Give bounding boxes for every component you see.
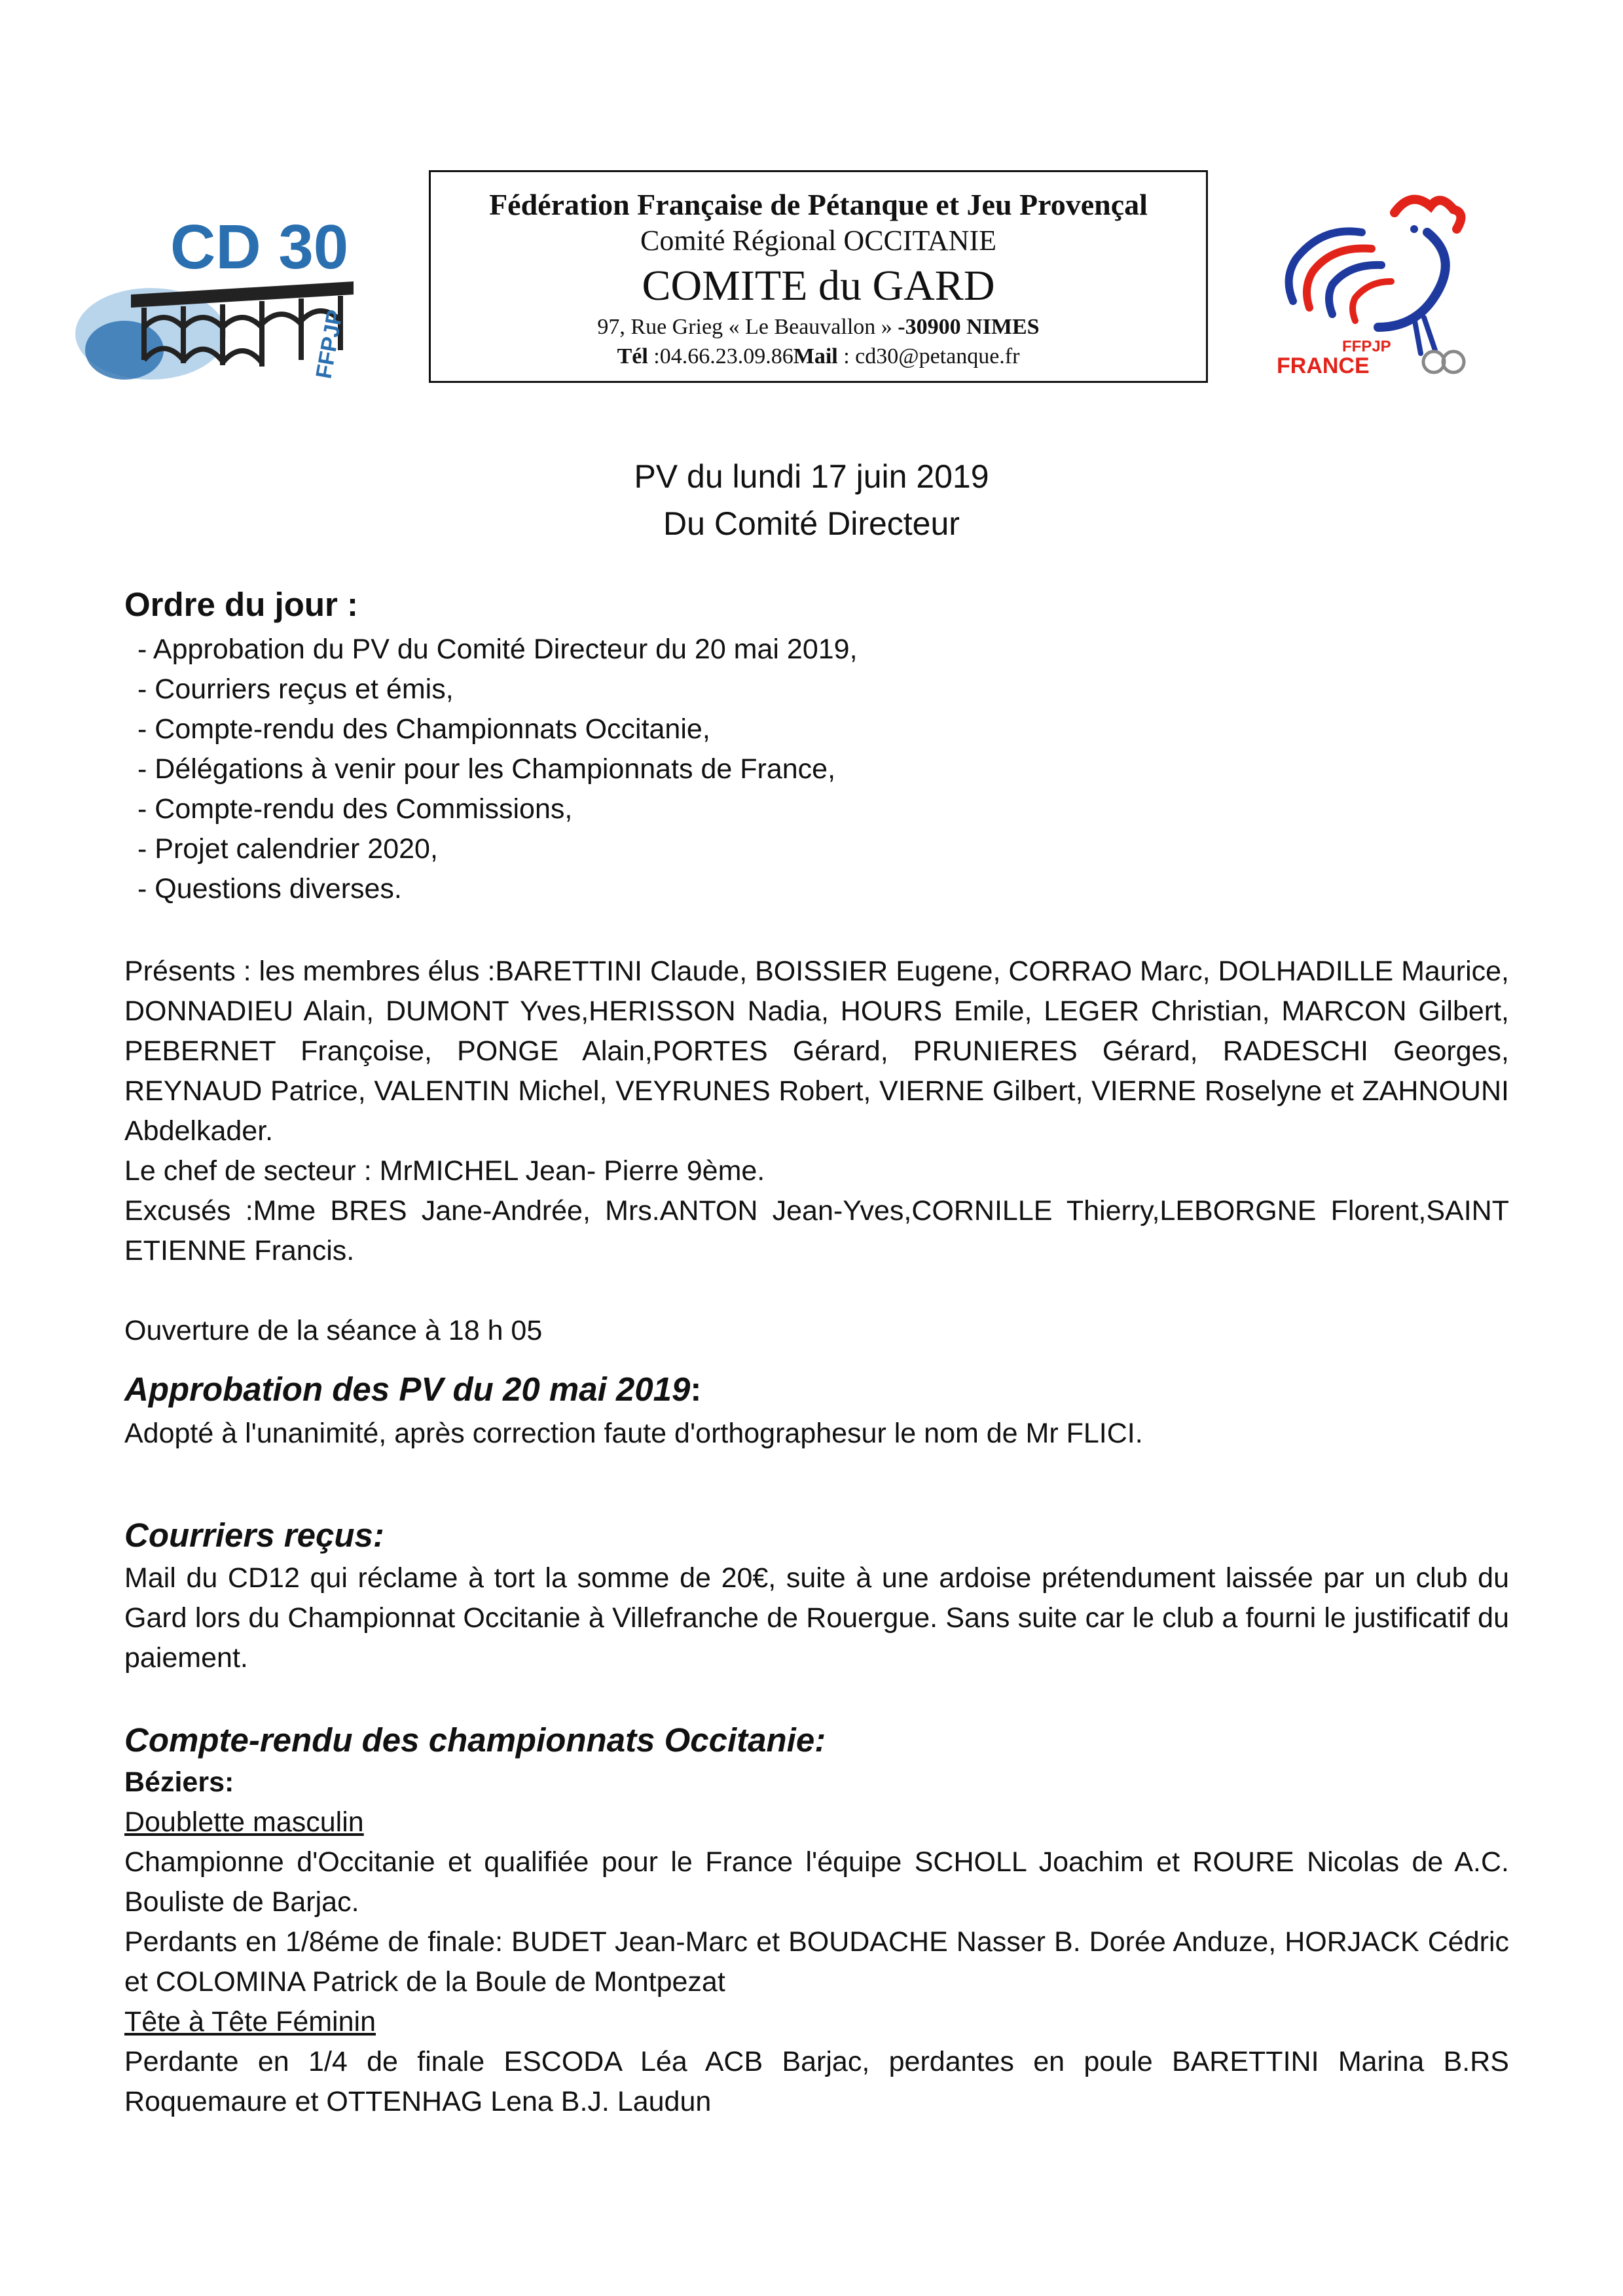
address-street: 97, Rue Grieg « Le Beauvallon » <box>597 315 898 339</box>
ffpjp-rooster-logo <box>1264 187 1473 383</box>
ffpjp-text: FFPJP <box>1342 338 1391 355</box>
excuses-paragraph: Excusés :Mme BRES Jane-Andrée, Mrs.ANTON Jean-Yves,CORNILLE Thierry,LEBORGNE Florent,SAINT ETIENNE Francis. <box>124 1195 1509 1266</box>
doublette-label: Doublette masculin <box>124 1806 364 1838</box>
address-city: -30900 NIMES <box>898 315 1040 339</box>
city-label: Béziers: <box>124 1767 234 1798</box>
tete-a-tete-text: Perdante en 1/4 de finale ESCODA Léa ACB Barjac, perdantes en poule BARETTINI Marina B.RS Roquemaure et OTTENHAG Lena B.J. Laudun <box>124 2046 1509 2117</box>
courriers-heading: Courriers reçus: <box>124 1516 384 1554</box>
phone-value: :04.66.23.09.86 <box>647 344 793 368</box>
approbation-heading-text: Approbation des PV du 20 mai 2019 <box>124 1371 691 1408</box>
contact-line <box>431 342 1206 371</box>
agenda-list <box>137 630 858 909</box>
address-line <box>431 312 1206 342</box>
agenda-item: - Approbation du PV du Comité Directeur du 20 mai 2019, <box>137 634 858 665</box>
courriers-text: Mail du CD12 qui réclame à tort la somme de 20€, suite à une ardoise prétendument laissée par un club du Gard lors du Championnat Occitanie à Villefranche de Rouergue. Sans suite car le club a fourni le justificatif du paiement. <box>124 1562 1509 1674</box>
mail-value: : cd30@petanque.fr <box>837 344 1020 368</box>
approbation-heading-colon: : <box>690 1371 702 1408</box>
opening-line: Ouverture de la séance à 18 h 05 <box>124 1315 543 1346</box>
doublette-text-1: Championne d'Occitanie et qualifiée pour le France l'équipe SCHOLL Joachim et ROURE Nicolas de A.C. Bouliste de Barjac. <box>124 1846 1509 1918</box>
phone-label: Tél <box>617 344 648 368</box>
agenda-item: - Délégations à venir pour les Championnats de France, <box>137 753 836 785</box>
approbation-heading <box>124 1366 701 1413</box>
federation-name: Fédération Française de Pétanque et Jeu Provençal <box>489 188 1148 221</box>
agenda-item: - Compte-rendu des Commissions, <box>137 793 573 825</box>
agenda-heading: Ordre du jour : <box>124 586 358 623</box>
compte-rendu-heading: Compte-rendu des championnats Occitanie: <box>124 1721 826 1759</box>
federation-header-box <box>429 170 1208 383</box>
cd30-logo <box>72 209 367 399</box>
agenda-item: - Compte-rendu des Championnats Occitanie, <box>137 713 710 745</box>
pv-title: PV du lundi 17 juin 2019 <box>634 458 989 495</box>
presents-paragraph: Présents : les membres élus :BARETTINI Claude, BOISSIER Eugene, CORRAO Marc, DOLHADILLE Maurice, DONNADIEU Alain, DUMONT Yves,HERISSON Nadia, HOURS Emile, LEGER Christian, MARCON Gilbert, PEBERNET Françoise, PONGE Alain,PORTES Gérard, PRUNIERES Gérard, RADESCHI Georges, REYNAUD Patrice, VALENTIN Michel, VEYRUNES Robert, VIERNE Gilbert, VIERNE Roselyne et ZAHNOUNI Abdelkader. <box>124 956 1509 1147</box>
agenda-item: - Courriers reçus et émis, <box>137 673 454 705</box>
cd30-logo-text: CD 30 <box>170 212 349 282</box>
chef-secteur-line: Le chef de secteur : MrMICHEL Jean- Pierre 9ème. <box>124 1155 765 1187</box>
mail-label: Mail <box>793 344 838 368</box>
agenda-item: - Projet calendrier 2020, <box>137 833 438 865</box>
committee-name: COMITE du GARD <box>642 262 995 310</box>
doublette-text-2: Perdants en 1/8éme de finale: BUDET Jean-Marc et BOUDACHE Nasser B. Dorée Anduze, HORJACK Cédric et COLOMINA Patrick de la Boule de Montpezat <box>124 1926 1509 1998</box>
tete-a-tete-label: Tête à Tête Féminin <box>124 2006 376 2037</box>
agenda-item: - Questions diverses. <box>137 873 402 905</box>
pv-subtitle: Du Comité Directeur <box>663 505 960 542</box>
cd30-logo-sub: FFPJP <box>311 308 348 381</box>
france-text: FRANCE <box>1277 353 1370 378</box>
regional-committee: Comité Régional OCCITANIE <box>640 224 996 257</box>
approbation-text: Adopté à l'unanimité, après correction faute d'orthographesur le nom de Mr FLICI. <box>124 1418 1143 1449</box>
